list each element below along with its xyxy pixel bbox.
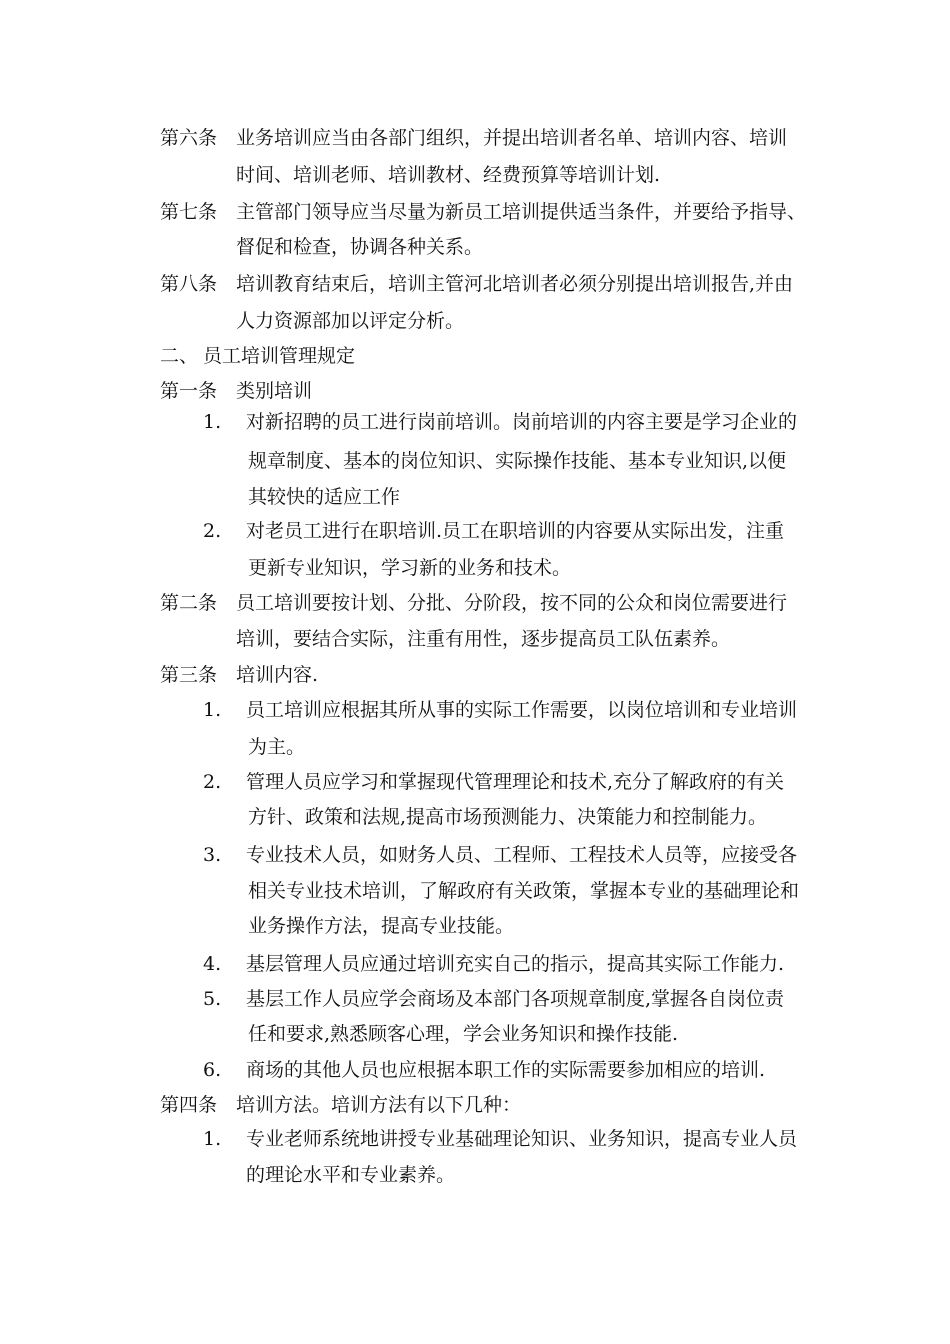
article-1-item-1-line-3: 其较快的适应工作 — [248, 486, 401, 508]
article-3-item-2-line-2: 方针、政策和法规,提高市场预测能力、决策能力和控制能力。 — [248, 806, 768, 828]
article-1-item-1-line-1: 对新招聘的员工进行岗前培训。岗前培训的内容主要是学习企业的 — [246, 411, 798, 433]
article-3-item-3-line-2: 相关专业技术培训，了解政府有关政策，掌握本专业的基础理论和 — [248, 880, 800, 902]
article-3-item-6-line-1: 商场的其他人员也应根据本职工作的实际需要参加相应的培训. — [246, 1059, 766, 1081]
article-2-line-1: 员工培训要按计划、分批、分阶段，按不同的公众和岗位需要进行 — [236, 592, 788, 614]
article-4-item-1-line-1: 专业老师系统地讲授专业基础理论知识、业务知识，提高专业人员 — [246, 1128, 798, 1150]
article-1-title: 类别培训 — [236, 380, 313, 402]
article-3-item-3-number: 3. — [203, 844, 222, 866]
article-2-label: 第二条 — [160, 592, 218, 614]
article-3-item-1-line-1: 员工培训应根据其所从事的实际工作需要，以岗位培训和专业培训 — [246, 699, 798, 721]
section-2-number: 二、 — [160, 345, 199, 367]
article-7-line-1: 主管部门领导应当尽量为新员工培训提供适当条件，并要给予指导、 — [236, 201, 807, 223]
article-1-item-2-number: 2. — [203, 520, 222, 542]
article-3-item-2-line-1: 管理人员应学习和掌握现代管理理论和技术,充分了解政府的有关 — [246, 771, 785, 793]
article-1-item-2-line-1: 对老员工进行在职培训.员工在职培训的内容要从实际出发，注重 — [246, 520, 785, 542]
article-3-title: 培训内容. — [236, 664, 319, 686]
article-3-item-4-number: 4. — [203, 953, 222, 975]
article-8-label: 第八条 — [160, 273, 218, 295]
article-3-item-6-number: 6. — [203, 1059, 222, 1081]
article-1-item-2-line-2: 更新专业知识，学习新的业务和技术。 — [248, 557, 572, 579]
article-3-item-5-number: 5. — [203, 988, 222, 1010]
article-3-item-3-line-3: 业务操作方法，提高专业技能。 — [248, 915, 515, 937]
article-4-item-1-line-2: 的理论水平和专业素养。 — [246, 1164, 456, 1186]
article-7-label: 第七条 — [160, 201, 218, 223]
article-6-line-1: 业务培训应当由各部门组织，并提出培训者名单、培训内容、培训 — [236, 127, 788, 149]
article-7-line-2: 督促和检查，协调各种关系。 — [236, 236, 484, 258]
article-4-title: 培训方法。培训方法有以下几种： — [236, 1094, 522, 1116]
article-8-line-2: 人力资源部加以评定分析。 — [236, 310, 465, 332]
section-2-title: 员工培训管理规定 — [203, 345, 356, 367]
article-3-item-1-number: 1. — [203, 699, 222, 721]
article-6-label: 第六条 — [160, 127, 218, 149]
article-8-line-1: 培训教育结束后，培训主管河北培训者必须分别提出培训报告,并由 — [236, 273, 794, 295]
article-4-label: 第四条 — [160, 1094, 218, 1116]
article-3-item-5-line-2: 任和要求,熟悉顾客心理，学会业务知识和操作技能. — [248, 1023, 679, 1045]
article-3-item-1-line-2: 为主。 — [248, 736, 306, 758]
article-2-line-2: 培训，要结合实际，注重有用性，逐步提高员工队伍素养。 — [236, 628, 731, 650]
article-3-item-3-line-1: 专业技术人员，如财务人员、工程师、工程技术人员等，应接受各 — [246, 844, 798, 866]
article-1-item-1-number: 1. — [203, 411, 222, 433]
article-3-item-4-line-1: 基层管理人员应通过培训充实自己的指示，提高其实际工作能力. — [246, 953, 785, 975]
article-6-line-2: 时间、培训老师、培训教材、经费预算等培训计划. — [236, 164, 661, 186]
article-4-item-1-number: 1. — [203, 1128, 222, 1150]
article-3-item-2-number: 2. — [203, 771, 222, 793]
article-1-item-1-line-2: 规章制度、基本的岗位知识、实际操作技能、基本专业知识,以便 — [248, 450, 787, 472]
article-3-item-5-line-1: 基层工作人员应学会商场及本部门各项规章制度,掌握各自岗位责 — [246, 988, 785, 1010]
article-1-label: 第一条 — [160, 380, 218, 402]
article-3-label: 第三条 — [160, 664, 218, 686]
